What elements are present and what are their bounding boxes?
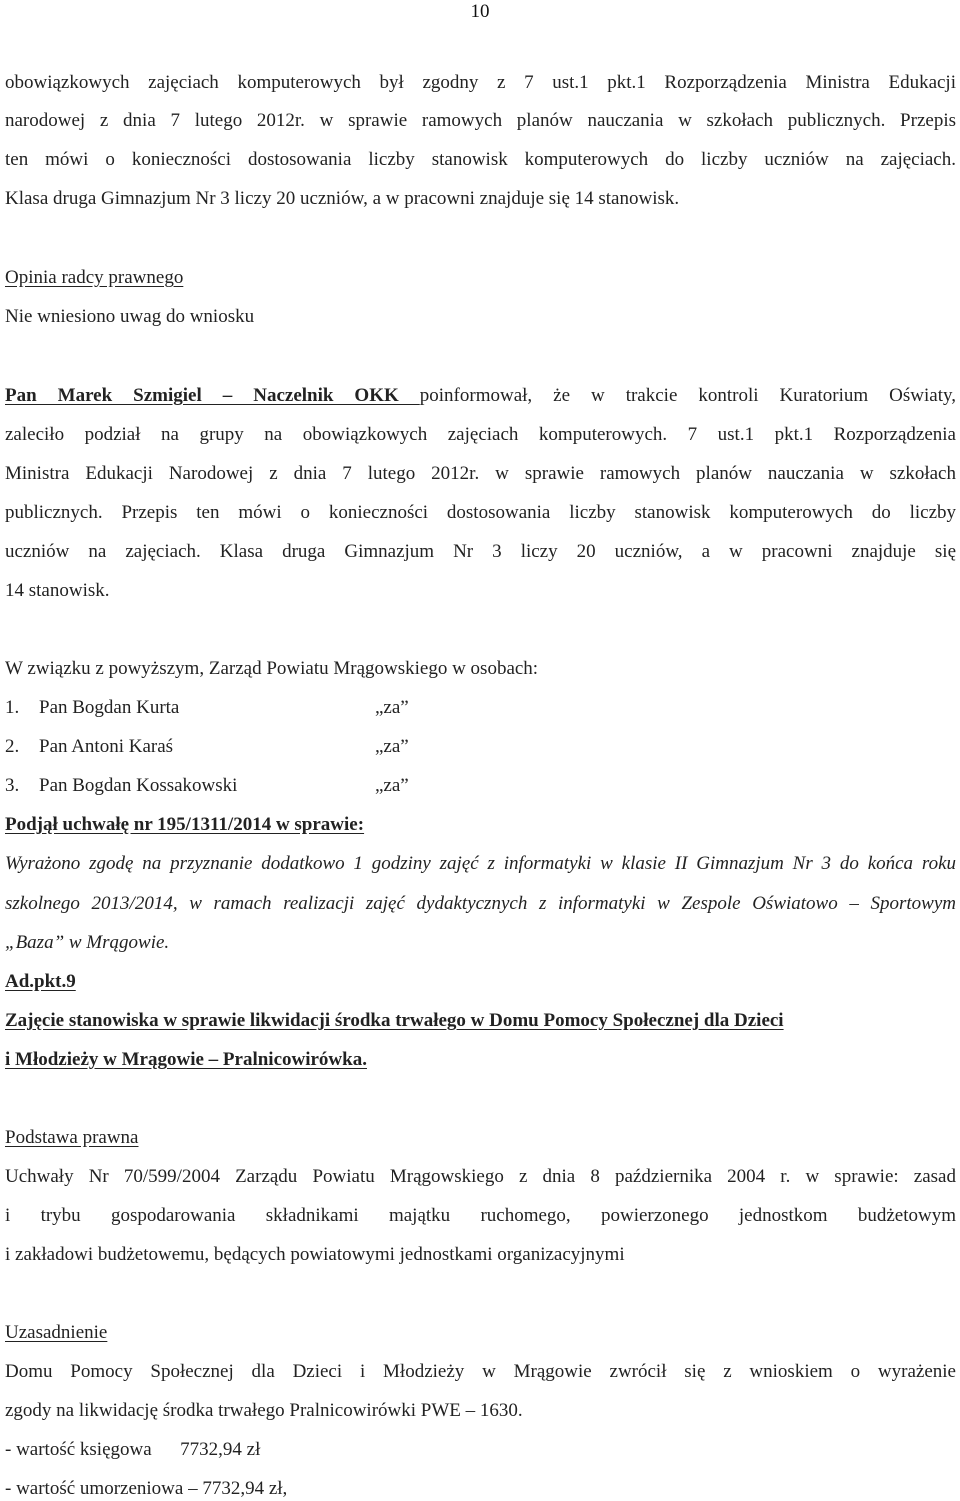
point9-title-line-1: Zajęcie stanowiska w sprawie likwidacji środka trwałego w Domu Pomocy Społecznej dla Dzieci (5, 1010, 784, 1031)
vote-value: „za” (375, 775, 409, 796)
para2-line-1 (5, 385, 956, 407)
speaker-name: Pan Marek Szmigiel – Naczelnik OKK (5, 385, 420, 406)
vote-row-3 (5, 775, 956, 797)
vote-value: „za” (375, 697, 409, 718)
legal-opinion-text: Nie wniesiono uwag do wniosku (5, 306, 255, 327)
resolution-heading: Podjął uchwałę nr 195/1311/2014 w sprawie: (5, 814, 365, 835)
para1-line-1: obowiązkowych zajęciach komputerowych był zgodny z 7 ust.1 pkt.1 Rozporządzenia Ministra Edukacji (5, 72, 956, 93)
legal-basis-line-1: Uchwały Nr 70/599/2004 Zarządu Powiatu Mrągowskiego z dnia 8 października 2004 r. w sprawie: zasad (5, 1166, 956, 1187)
book-value: - wartość księgowa 7732,94 zł (5, 1439, 261, 1460)
justification-line-1: Domu Pomocy Społecznej dla Dzieci i Młodzieży w Mrągowie zwrócił się z wnioskiem o wyrażenie (5, 1361, 956, 1382)
depreciation-value: - wartość umorzeniowa – 7732,94 zł, (5, 1478, 288, 1499)
vote-number: 1. (5, 697, 20, 718)
vote-member-name: Pan Bogdan Kurta (39, 697, 180, 718)
para2-line-4: publicznych. Przepis ten mówi o konieczności dostosowania liczby stanowisk komputerowych do liczby (5, 502, 956, 523)
para2-line-5: uczniów na zajęciach. Klasa druga Gimnazjum Nr 3 liczy 20 uczniów, a w pracowni znajduje się (5, 541, 956, 562)
vote-member-name: Pan Antoni Karaś (39, 736, 174, 757)
justification-line-2: zgody na likwidację środka trwałego Pralnicowirówki PWE – 1630. (5, 1400, 523, 1421)
para2-line-6: 14 stanowisk. (5, 580, 110, 601)
para2-line-3: Ministra Edukacji Narodowej z dnia 7 lutego 2012r. w sprawie ramowych planów nauczania w szkołach (5, 463, 956, 484)
para2-line-2: zaleciło podział na grupy na obowiązkowych zajęciach komputerowych. 7 ust.1 pkt.1 Rozporządzenia (5, 424, 956, 445)
vote-member-name: Pan Bogdan Kossakowski (39, 775, 238, 796)
para1-line-2: narodowej z dnia 7 lutego 2012r. w sprawie ramowych planów nauczania w szkołach publicznych. Przepis (5, 110, 956, 131)
legal-basis-line-2: i trybu gospodarowania składnikami majątku ruchomego, powierzonego jednostkom budżetowym (5, 1205, 956, 1226)
legal-opinion-heading: Opinia radcy prawnego (5, 267, 184, 288)
vote-row-1 (5, 697, 956, 719)
justification-heading: Uzasadnienie (5, 1322, 108, 1343)
para1-line-3: ten mówi o konieczności dostosowania liczby stanowisk komputerowych do liczby uczniów na zajęciach. (5, 149, 956, 170)
vote-number: 2. (5, 736, 20, 757)
vote-value: „za” (375, 736, 409, 757)
point9-title-line-2: i Młodzieży w Mrągowie – Pralnicowirówka. (5, 1049, 367, 1070)
resolution-line-3: „Baza” w Mrągowie. (5, 932, 170, 953)
para2-line-1-rest: poinformował, że w trakcie kontroli Kuratorium Oświaty, (419, 385, 956, 406)
point9-label: Ad.pkt.9 (5, 971, 76, 992)
legal-basis-line-3: i zakładowi budżetowemu, będących powiatowymi jednostkami organizacyjnymi (5, 1244, 625, 1265)
resolution-line-2: szkolnego 2013/2014, w ramach realizacji zajęć dydaktycznych z informatyki w Zespole Oświatowo – Sportowym (5, 893, 956, 914)
para1-line-4: Klasa druga Gimnazjum Nr 3 liczy 20 uczniów, a w pracowni znajduje się 14 stanowisk. (5, 188, 680, 209)
board-intro: W związku z powyższym, Zarząd Powiatu Mrągowskiego w osobach: (5, 658, 539, 679)
resolution-line-1: Wyrażono zgodę na przyznanie dodatkowo 1 godziny zajęć z informatyki w klasie II Gimnazjum Nr 3 do końca roku (5, 853, 956, 874)
vote-row-2 (5, 736, 956, 758)
legal-basis-heading: Podstawa prawna (5, 1127, 139, 1148)
page-number: 10 (470, 1, 490, 22)
vote-number: 3. (5, 775, 20, 796)
